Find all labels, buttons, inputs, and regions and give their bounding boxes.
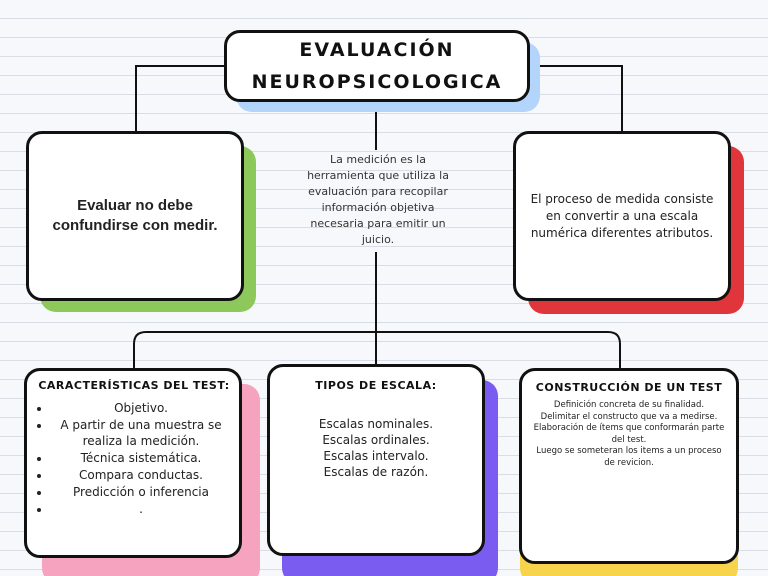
title-card xyxy=(224,30,530,102)
tipos-item: Escalas de razón. xyxy=(323,465,429,479)
construccion-item: Definición concreta de su finalidad. xyxy=(553,400,705,410)
tipos-list xyxy=(278,416,474,480)
caracteristicas-title: CARACTERÍSTICAS DEL TEST: xyxy=(38,379,230,392)
caracteristicas-item: • Objetivo. xyxy=(51,400,231,416)
tipos-title: TIPOS DE ESCALA: xyxy=(315,379,437,392)
tipos-item: Escalas intervalo. xyxy=(323,449,429,463)
connector-title-right xyxy=(528,66,622,134)
construccion-title: CONSTRUCCIÓN DE UN TEST xyxy=(535,381,723,394)
connector-title-left xyxy=(136,66,226,134)
caracteristicas-item: • A partir de una muestra se realiza la medición. xyxy=(51,417,231,449)
construccion-list xyxy=(532,400,726,469)
caracteristicas-list xyxy=(37,400,231,517)
caracteristicas-item: • . xyxy=(51,501,231,517)
right-card-text: El proceso de medida consiste en convertir a una escala numérica diferentes atributos. xyxy=(530,191,714,240)
title-line-2: NEUROPSICOLOGICA xyxy=(251,71,503,93)
caracteristicas-item: • Técnica sistemática. xyxy=(51,450,231,466)
caracteristicas-item: • Predicción o inferencia xyxy=(51,484,231,500)
construccion-card xyxy=(519,368,739,564)
center-note: La medición es la herramienta que utiliza la evaluación para recopilar información objetiva necesaria para emitir un juicio. xyxy=(307,153,449,246)
caracteristicas-item: • Compara conductas. xyxy=(51,467,231,483)
left-card xyxy=(26,131,244,301)
title-line-1: EVALUACIÓN xyxy=(299,39,455,61)
tipos-card xyxy=(267,364,485,556)
caracteristicas-card xyxy=(24,368,242,558)
tipos-item: Escalas ordinales. xyxy=(322,433,430,447)
right-card xyxy=(513,131,731,301)
construccion-item: Elaboración de ítems que conformarán parte del test. xyxy=(533,423,725,445)
construccion-item: Delimitar el constructo que va a medirse. xyxy=(540,411,718,422)
left-card-text: Evaluar no debe confundirse con medir. xyxy=(52,197,218,234)
tipos-item: Escalas nominales. xyxy=(318,417,434,431)
construccion-item: Luego se someteran los items a un proceso de revicion. xyxy=(536,446,722,468)
